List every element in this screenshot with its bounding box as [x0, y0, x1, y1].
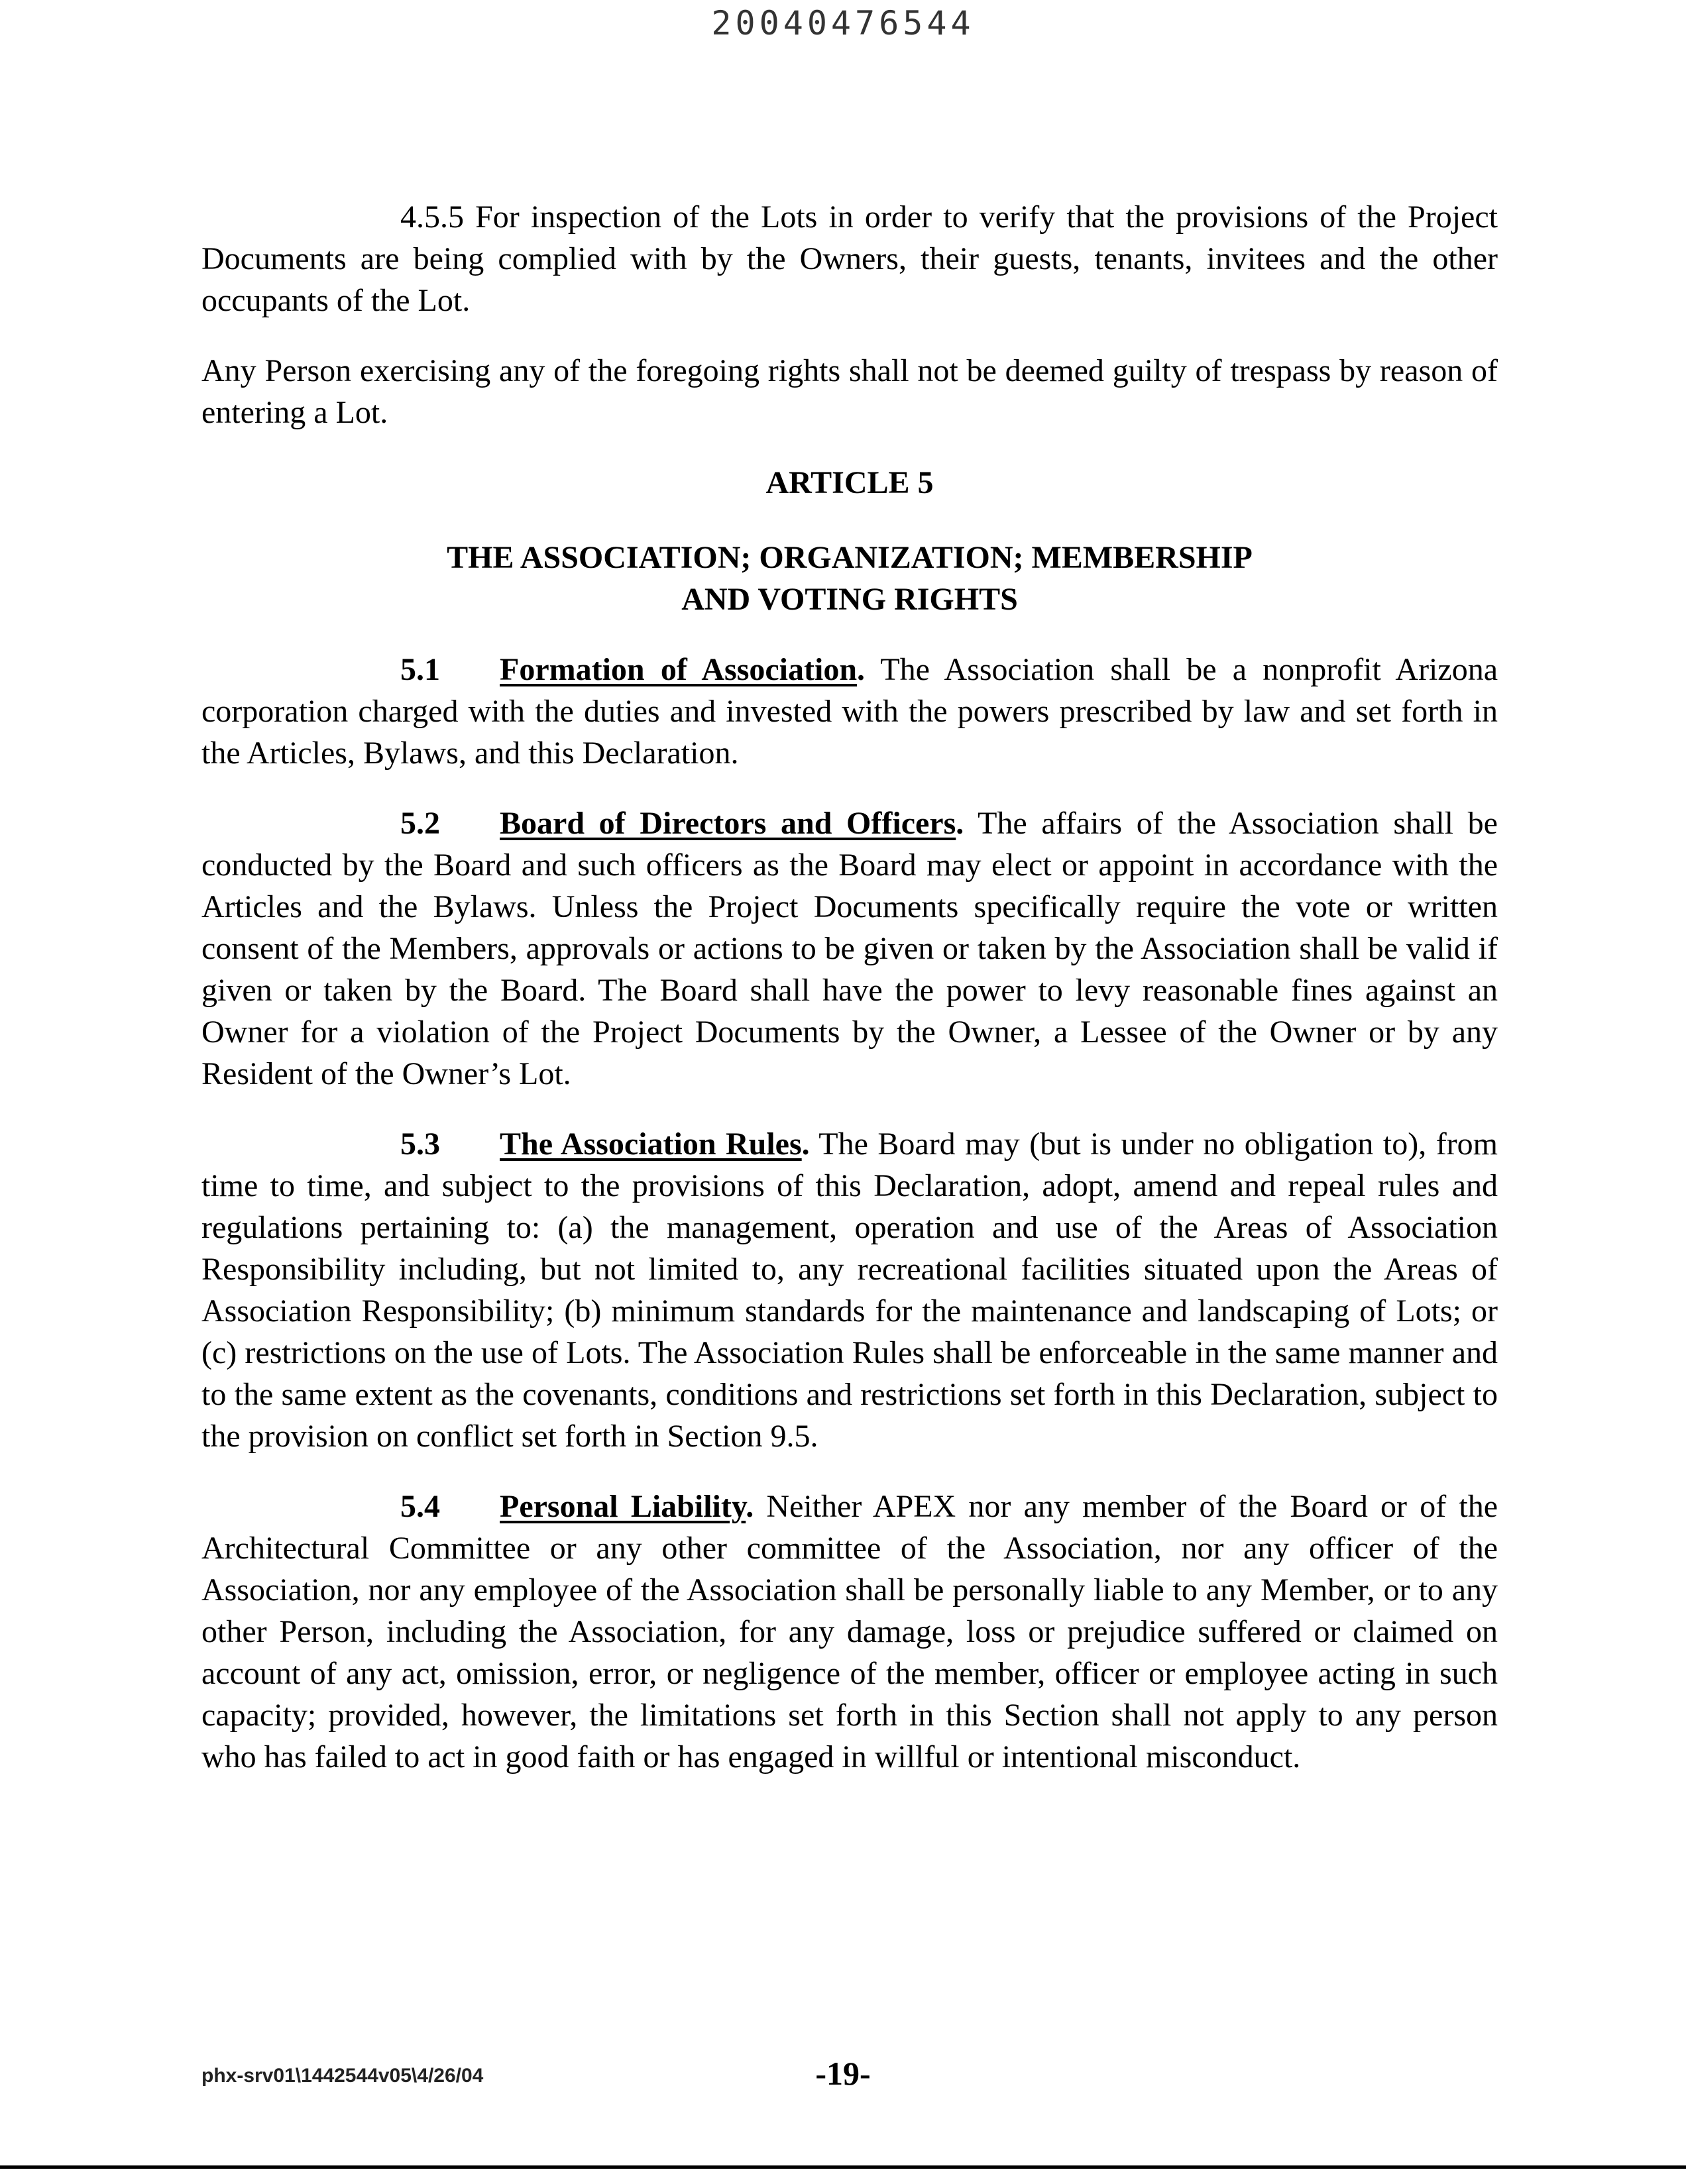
section-title: Board of Directors and Officers	[500, 806, 956, 841]
article-heading: ARTICLE 5	[765, 465, 934, 500]
section-number: 5.4	[400, 1489, 440, 1524]
section-number: 5.2	[400, 806, 440, 841]
footer-file-id: phx-srv01\1442544v05\4/26/04	[201, 2065, 484, 2087]
section-text: The Association shall be a nonprofit Arizona corporation charged with the duties and invested with the powers prescribed by law and set forth in the Articles, Bylaws, and this Declaration.	[201, 652, 1498, 771]
article-title-line-1: THE ASSOCIATION; ORGANIZATION; MEMBERSHIP	[447, 540, 1253, 575]
section-title: Formation of Association	[500, 652, 858, 687]
section-text: Neither APEX nor any member of the Board or of the Architectural Committee or any other committee of the Association, nor any officer of the Association, nor any employee of the Association shall be personally liable to any Member, or to any other Person, including the Association, for any damage, loss or prejudice suffered or claimed on account of any act, omission, error, or negligence of the member, officer or employee acting in such capacity; provided, however, the limitations set forth in this Section shall not apply to any person who has failed to act in good faith or has engaged in willful or intentional misconduct.	[201, 1489, 1498, 1774]
section-title: Personal Liability	[500, 1489, 746, 1524]
page-number: -19-	[815, 2055, 871, 2092]
trespass-paragraph: Any Person exercising any of the foregoing rights shall not be deemed guilty of trespass by reason of entering a Lot.	[201, 353, 1498, 430]
section-5-4: 5.4 Personal Liability. Neither APEX nor any member of the Board or of the Architectural Committee or any other committee of the Association, nor any officer of the Association, nor any employee of the Association shall be personally liable to any Member, or to any other Person, including the Association, for any damage, loss or prejudice suffered or claimed on account of any act, omission, error, or negligence of the member, officer or employee acting in such capacity; provided, however, the limitations set forth in this Section shall not apply to any person who has failed to act in good faith or has engaged in willful or intentional misconduct.	[201, 1486, 1498, 1778]
section-text: The affairs of the Association shall be conducted by the Board and such officers as the Board may elect or appoint in accordance with the Articles and the Bylaws. Unless the Project Documents specifically require the vote or written consent of the Members, approvals or actions to be given or taken by the Association shall be valid if given or taken by the Board. The Board shall have the power to levy reasonable fines against an Owner for a violation of the Project Documents by the Owner, a Lessee of the Owner or by any Resident of the Owner’s Lot.	[201, 806, 1498, 1091]
article-title-line-2: AND VOTING RIGHTS	[681, 582, 1018, 617]
section-title: The Association Rules	[500, 1126, 802, 1162]
article-title	[201, 537, 1498, 620]
page-body	[201, 196, 1498, 1778]
section-5-3: 5.3 The Association Rules. The Board may (but is under no obligation to), from time to time, and subject to the provisions of this Declaration, adopt, amend and repeal rules and regulations pertaining to: (a) the management, operation and use of the Areas of Association Responsibility including, but not limited to, any recreational facilities situated upon the Areas of Association Responsibility; (b) minimum standards for the maintenance and landscaping of Lots; or (c) restrictions on the use of Lots. The Association Rules shall be enforceable in the same manner and to the same extent as the covenants, conditions and restrictions set forth in this Declaration, subject to the provision on conflict set forth in Section 9.5.	[201, 1123, 1498, 1457]
section-number: 5.1	[400, 652, 440, 687]
document-number: 20040476544	[711, 4, 975, 42]
bottom-rule	[0, 2165, 1686, 2169]
item-4-5-5: 4.5.5 For inspection of the Lots in order to verify that the provisions of the Project Documents are being complied with by the Owners, their guests, tenants, invitees and the other occupants of the Lot.	[201, 199, 1498, 318]
section-text: The Board may (but is under no obligation to), from time to time, and subject to the provisions of this Declaration, adopt, amend and repeal rules and regulations pertaining to: (a) the management, operation and use of the Areas of Association Responsibility including, but not limited to, any recreational facilities situated upon the Areas of Association Responsibility; (b) minimum standards for the maintenance and landscaping of Lots; or (c) restrictions on the use of Lots. The Association Rules shall be enforceable in the same manner and to the same extent as the covenants, conditions and restrictions set forth in this Declaration, subject to the provision on conflict set forth in Section 9.5.	[201, 1126, 1498, 1454]
section-number: 5.3	[400, 1126, 440, 1162]
section-5-2: 5.2 Board of Directors and Officers. The affairs of the Association shall be conducted by the Board and such officers as the Board may elect or appoint in accordance with the Articles and the Bylaws. Unless the Project Documents specifically require the vote or written consent of the Members, approvals or actions to be given or taken by the Association shall be valid if given or taken by the Board. The Board shall have the power to levy reasonable fines against an Owner for a violation of the Project Documents by the Owner, a Lessee of the Owner or by any Resident of the Owner’s Lot.	[201, 802, 1498, 1095]
section-5-1: 5.1 Formation of Association. The Association shall be a nonprofit Arizona corporation charged with the duties and invested with the powers prescribed by law and set forth in the Articles, Bylaws, and this Declaration.	[201, 649, 1498, 774]
